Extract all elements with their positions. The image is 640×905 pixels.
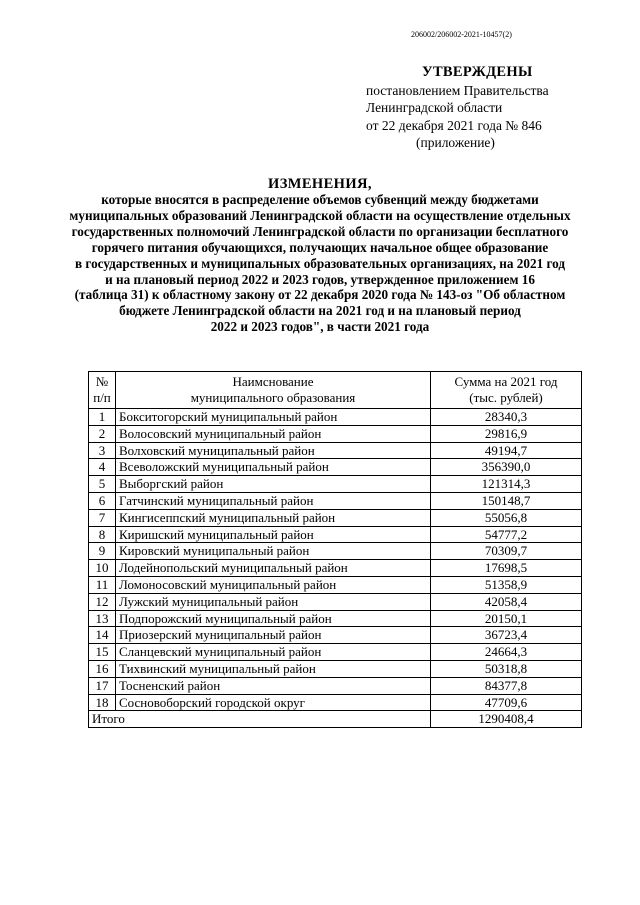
table-row bbox=[89, 677, 582, 694]
row-name: Кингисеппский муниципальный район bbox=[116, 509, 431, 526]
subtitle-line: горячего питания обучающихся, получающих начальное общее образование bbox=[91, 239, 549, 255]
row-name: Киришский муниципальный район bbox=[116, 526, 431, 543]
row-sum: 150148,7 bbox=[431, 492, 582, 509]
row-num: 3 bbox=[89, 442, 116, 459]
table-row bbox=[89, 425, 582, 442]
table-row bbox=[89, 610, 582, 627]
row-name: Кировский муниципальный район bbox=[116, 543, 431, 560]
table-header-row bbox=[89, 372, 582, 409]
approval-line-5: (приложение) bbox=[416, 135, 495, 150]
subtitle-line: государственных полномочий Ленинградской области по организации бесплатного bbox=[71, 223, 569, 239]
row-num: 5 bbox=[89, 476, 116, 493]
total-label: Итого bbox=[89, 711, 431, 728]
row-num: 11 bbox=[89, 576, 116, 593]
row-name: Волховский муниципальный район bbox=[116, 442, 431, 459]
subtitle-line: в государственных и муниципальных образовательных организациях, на 2021 год bbox=[74, 255, 566, 271]
row-name: Тосненский район bbox=[116, 677, 431, 694]
table-row bbox=[89, 560, 582, 577]
subtitle-line: муниципальных образований Ленинградской области на осуществление отдельных bbox=[69, 207, 571, 223]
table-row bbox=[89, 442, 582, 459]
row-sum: 17698,5 bbox=[431, 560, 582, 577]
row-name: Подпорожский муниципальный район bbox=[116, 610, 431, 627]
header-sum: Сумма на 2021 год (тыс. рублей) bbox=[431, 372, 582, 409]
row-num: 2 bbox=[89, 425, 116, 442]
table-row bbox=[89, 644, 582, 661]
table-body bbox=[89, 409, 582, 728]
row-sum: 70309,7 bbox=[431, 543, 582, 560]
row-sum: 20150,1 bbox=[431, 610, 582, 627]
approval-line-4: от 22 декабря 2021 года № 846 bbox=[366, 117, 542, 133]
subtitle-line: 2022 и 2023 годов", в части 2021 года bbox=[210, 319, 430, 335]
row-num: 8 bbox=[89, 526, 116, 543]
document-id: 206002/206002-2021-10457(2) bbox=[411, 30, 512, 39]
table-row bbox=[89, 526, 582, 543]
row-name: Тихвинский муниципальный район bbox=[116, 660, 431, 677]
row-name: Всеволожский муниципальный район bbox=[116, 459, 431, 476]
row-sum: 50318,8 bbox=[431, 660, 582, 677]
row-name: Приозерский муниципальный район bbox=[116, 627, 431, 644]
row-sum: 47709,6 bbox=[431, 694, 582, 711]
row-num: 10 bbox=[89, 560, 116, 577]
row-sum: 36723,4 bbox=[431, 627, 582, 644]
table-row bbox=[89, 459, 582, 476]
row-sum: 121314,3 bbox=[431, 476, 582, 493]
row-num: 4 bbox=[89, 459, 116, 476]
allocation-table bbox=[88, 371, 582, 728]
subtitle-line: (таблица 31) к областному закону от 22 декабря 2020 года № 143-оз "Об областном bbox=[74, 287, 566, 303]
approval-line-2: постановлением Правительства bbox=[366, 82, 549, 98]
row-num: 14 bbox=[89, 627, 116, 644]
row-num: 1 bbox=[89, 409, 116, 426]
row-sum: 84377,8 bbox=[431, 677, 582, 694]
row-num: 15 bbox=[89, 644, 116, 661]
row-name: Ломоносовский муниципальный район bbox=[116, 576, 431, 593]
header-num: № п/п bbox=[89, 372, 116, 409]
row-num: 6 bbox=[89, 492, 116, 509]
row-name: Бокситогорский муниципальный район bbox=[116, 409, 431, 426]
subtitle-line: которые вносятся в распределение объемов субвенций между бюджетами bbox=[101, 192, 539, 207]
row-name: Сланцевский муниципальный район bbox=[116, 644, 431, 661]
row-num: 12 bbox=[89, 593, 116, 610]
row-name: Волосовский муниципальный район bbox=[116, 425, 431, 442]
row-name: Лужский муниципальный район bbox=[116, 593, 431, 610]
row-sum: 55056,8 bbox=[431, 509, 582, 526]
row-name: Выборгский район bbox=[116, 476, 431, 493]
table-row bbox=[89, 660, 582, 677]
subtitle-line: и на плановый период 2022 и 2023 годов, утвержденное приложением 16 bbox=[105, 271, 535, 287]
row-name: Лодейнопольский муниципальный район bbox=[116, 560, 431, 577]
row-num: 16 bbox=[89, 660, 116, 677]
table-row bbox=[89, 476, 582, 493]
approval-line-3: Ленинградской области bbox=[366, 100, 503, 115]
table-row bbox=[89, 627, 582, 644]
row-sum: 42058,4 bbox=[431, 593, 582, 610]
approval-heading: УТВЕРЖДЕНЫ bbox=[422, 64, 533, 80]
row-num: 7 bbox=[89, 509, 116, 526]
total-sum: 1290408,4 bbox=[431, 711, 582, 728]
header-name: Наимснование муниципального образования bbox=[116, 372, 431, 409]
row-num: 18 bbox=[89, 694, 116, 711]
row-num: 13 bbox=[89, 610, 116, 627]
row-sum: 29816,9 bbox=[431, 425, 582, 442]
row-name: Сосновоборский городской округ bbox=[116, 694, 431, 711]
table-row bbox=[89, 543, 582, 560]
document-title: ИЗМЕНЕНИЯ, bbox=[268, 176, 372, 192]
row-sum: 54777,2 bbox=[431, 526, 582, 543]
table-row bbox=[89, 576, 582, 593]
row-sum: 49194,7 bbox=[431, 442, 582, 459]
table-row bbox=[89, 593, 582, 610]
row-name: Гатчинский муниципальный район bbox=[116, 492, 431, 509]
table-row bbox=[89, 509, 582, 526]
table-row bbox=[89, 694, 582, 711]
table-total-row bbox=[89, 711, 582, 728]
row-num: 17 bbox=[89, 677, 116, 694]
document-subtitle bbox=[60, 192, 580, 335]
row-sum: 24664,3 bbox=[431, 644, 582, 661]
approval-block bbox=[366, 64, 566, 152]
subtitle-line: бюджете Ленинградской области на 2021 год и на плановый период bbox=[119, 303, 521, 319]
row-sum: 356390,0 bbox=[431, 459, 582, 476]
table-row bbox=[89, 492, 582, 509]
row-sum: 51358,9 bbox=[431, 576, 582, 593]
row-sum: 28340,3 bbox=[431, 409, 582, 426]
table-row bbox=[89, 409, 582, 426]
row-num: 9 bbox=[89, 543, 116, 560]
